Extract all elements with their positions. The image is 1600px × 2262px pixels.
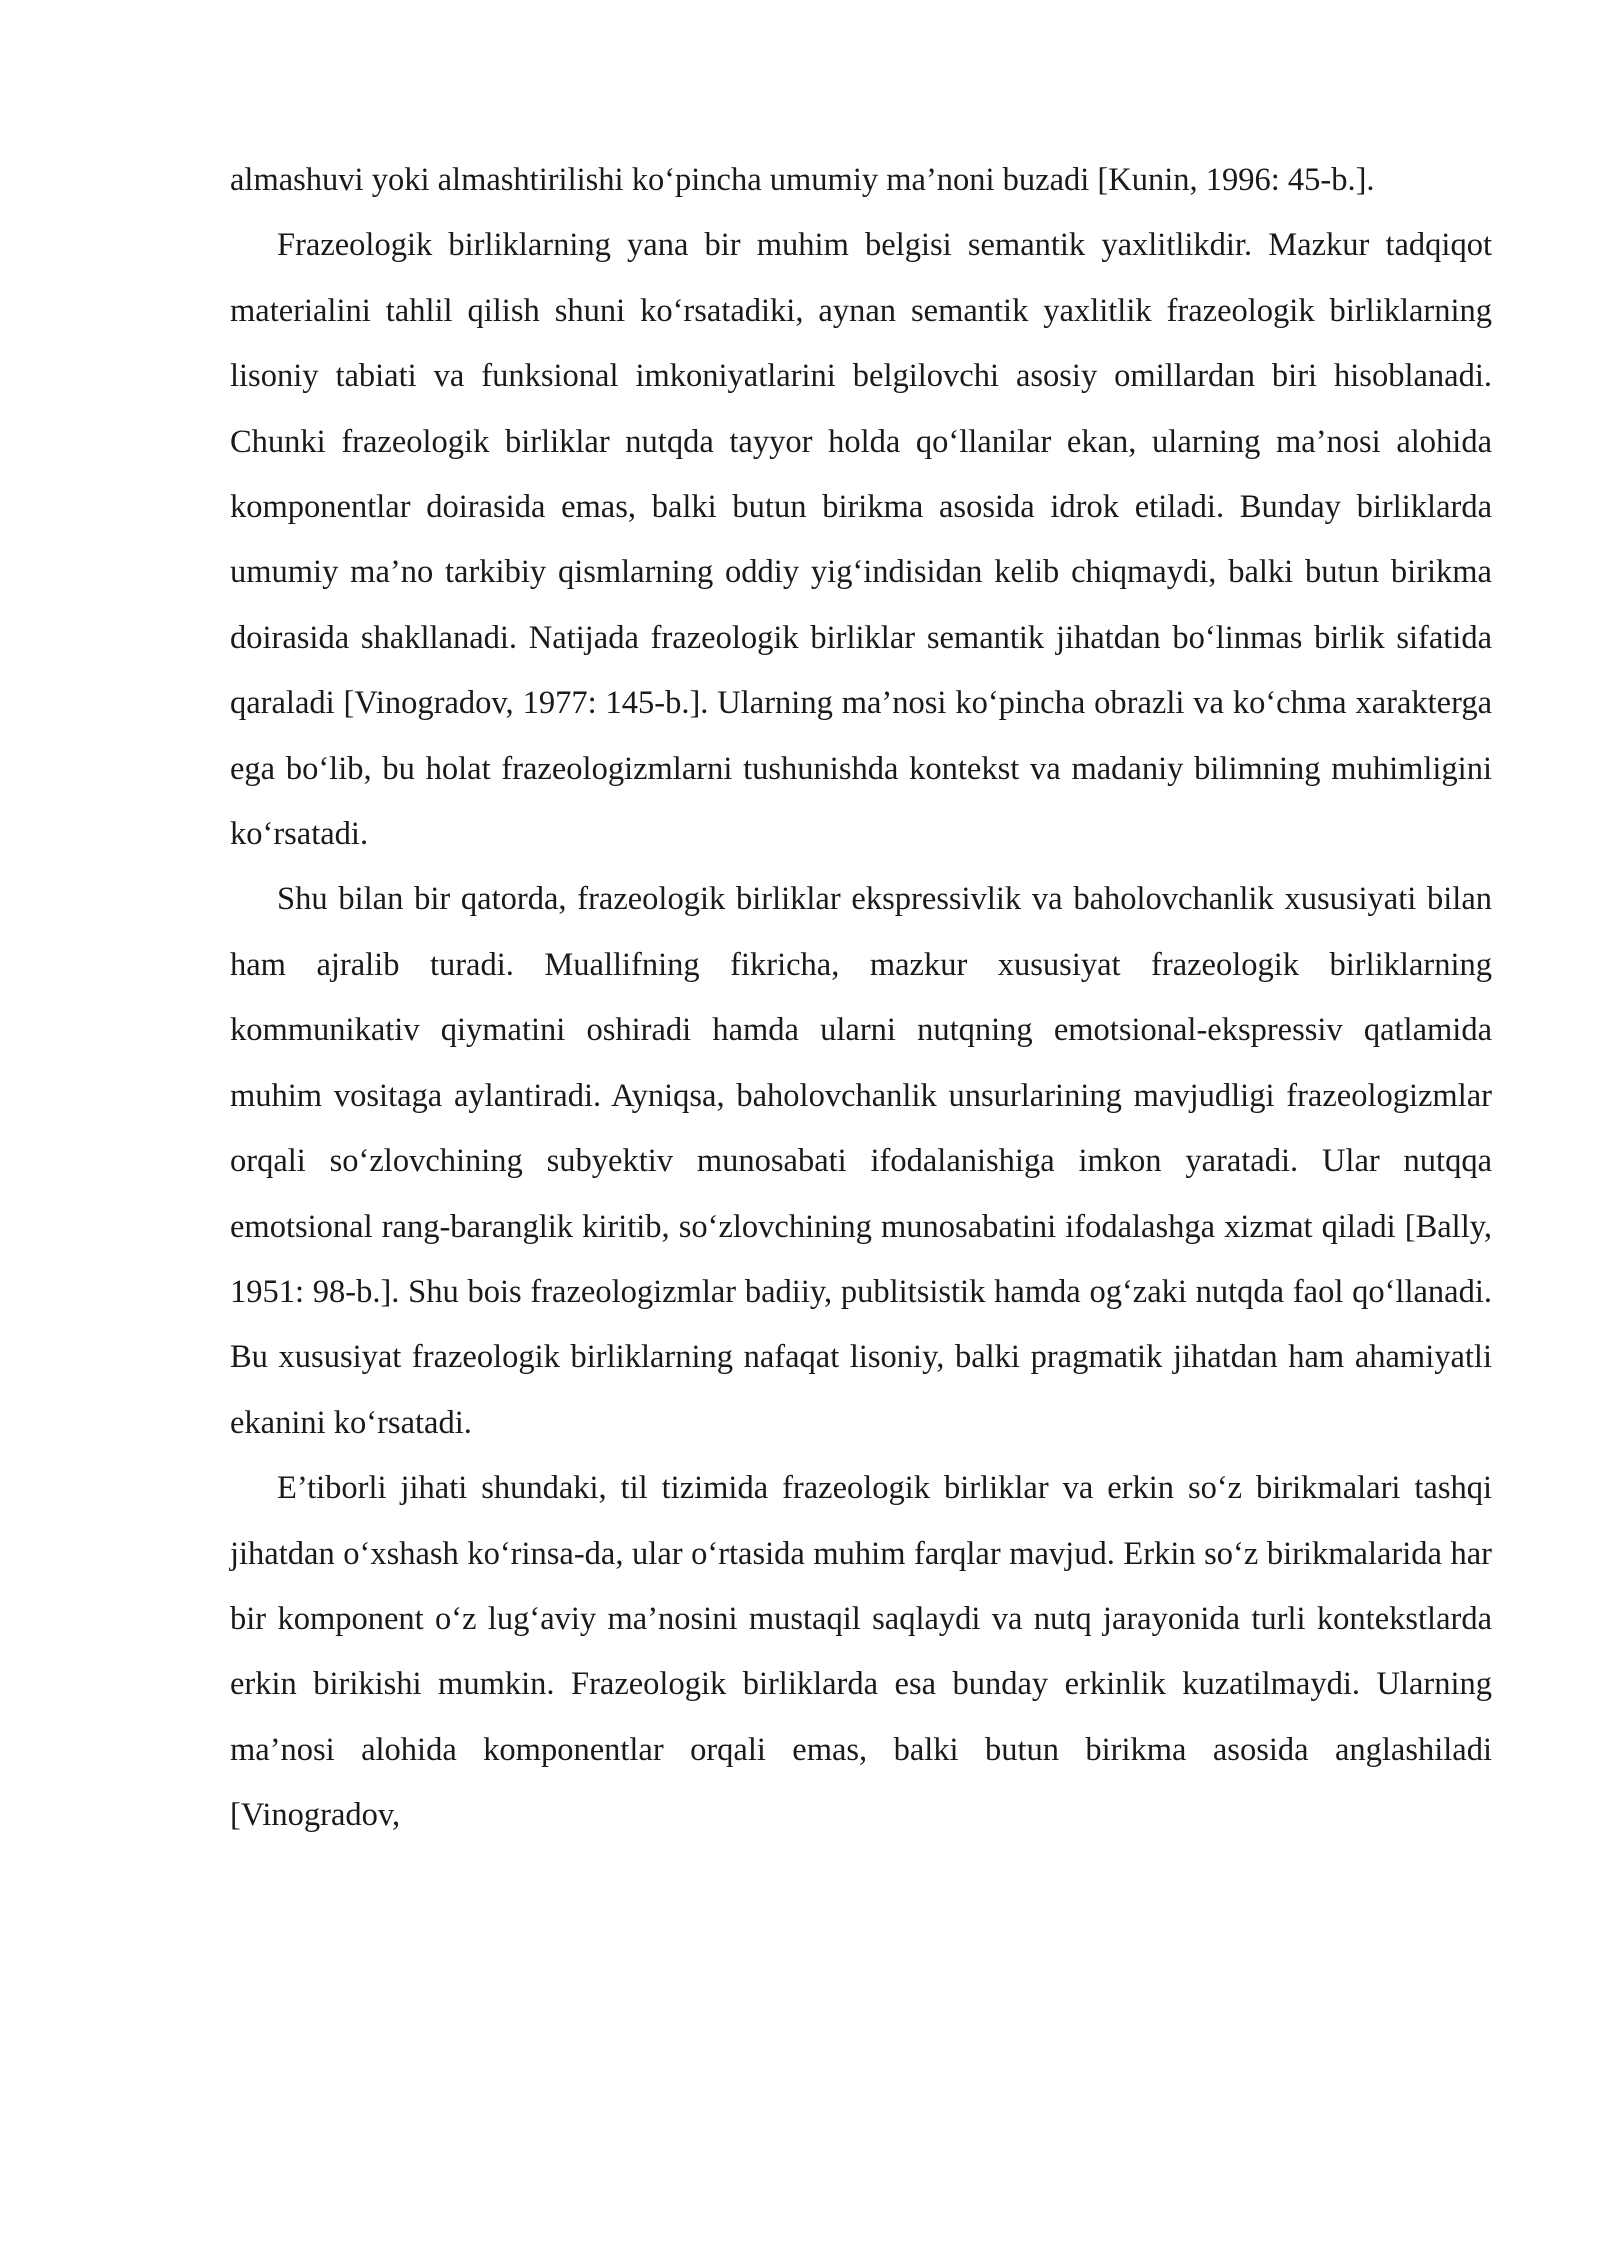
paragraph-semantic-integrity: Frazeologik birliklarning yana bir muhim belgisi semantik yaxlitlikdir. Mazkur tadqiqot materialini tahlil qilish shuni ko‘rsatadiki, aynan semantik yaxlitlik frazeologik birliklarning lisoniy tabiati va funksional imkoniyatlarini belgilovchi asosiy omillardan biri hisoblanadi. Chunki frazeologik birliklar nutqda tayyor holda qo‘llanilar ekan, ularning ma’nosi alohida komponentlar doirasida emas, balki butun birikma asosida idrok etiladi. Bunday birliklarda umumiy ma’no tarkibiy qismlarning oddiy yig‘indisidan kelib chiqmaydi, balki butun birikma doirasida shakllanadi. Natijada frazeologik birliklar semantik jihatdan bo‘linmas birlik sifatida qaraladi [Vinogradov, 1977: 145-b.]. Ularning ma’nosi ko‘pincha obrazli va ko‘chma xarakterga ega bo‘lib, bu holat frazeologizmlarni tushunishda kontekst va madaniy bilimning muhimligini ko‘rsatadi. [230, 227, 1492, 853]
paragraph-free-combinations: E’tiborli jihati shundaki, til tizimida frazeologik birliklar va erkin so‘z birikmalari tashqi jihatdan o‘xshash ko‘rinsa-da, ular o‘rtasida muhim farqlar mavjud. Erkin so‘z birikmalarida har bir komponent o‘z lug‘aviy ma’nosini mustaqil saqlaydi va nutq jarayonida turli kontekstlarda erkin birikishi mumkin. Frazeologik birliklarda esa bunday erkinlik kuzatilmaydi. Ularning ma’nosi alohida komponentlar orqali emas, balki butun birikma asosida anglashiladi [Vinogradov, [230, 1470, 1492, 1834]
body-text [230, 148, 1492, 1849]
paragraph-continuation: almashuvi yoki almashtirilishi ko‘pincha umumiy ma’noni buzadi [Kunin, 1996: 45-b.]. [230, 162, 1375, 198]
paragraph-expressivity: Shu bilan bir qatorda, frazeologik birliklar ekspressivlik va baholovchanlik xususiyati bilan ham ajralib turadi. Muallifning fikricha, mazkur xususiyat frazeologik birliklarning kommunikativ qiymatini oshiradi hamda ularni nutqning emotsional-ekspressiv qatlamida muhim vositaga aylantiradi. Ayniqsa, baholovchanlik unsurlarining mavjudligi frazeologizmlar orqali so‘zlovchining subyektiv munosabati ifodalanishiga imkon yaratadi. Ular nutqqa emotsional rang-baranglik kiritib, so‘zlovchining munosabatini ifodalashga xizmat qiladi [Bally, 1951: 98-b.]. Shu bois frazeologizmlar badiiy, publitsistik hamda og‘zaki nutqda faol qo‘llanadi. Bu xususiyat frazeologik birliklarning nafaqat lisoniy, balki pragmatik jihatdan ham ahamiyatli ekanini ko‘rsatadi. [230, 881, 1492, 1441]
